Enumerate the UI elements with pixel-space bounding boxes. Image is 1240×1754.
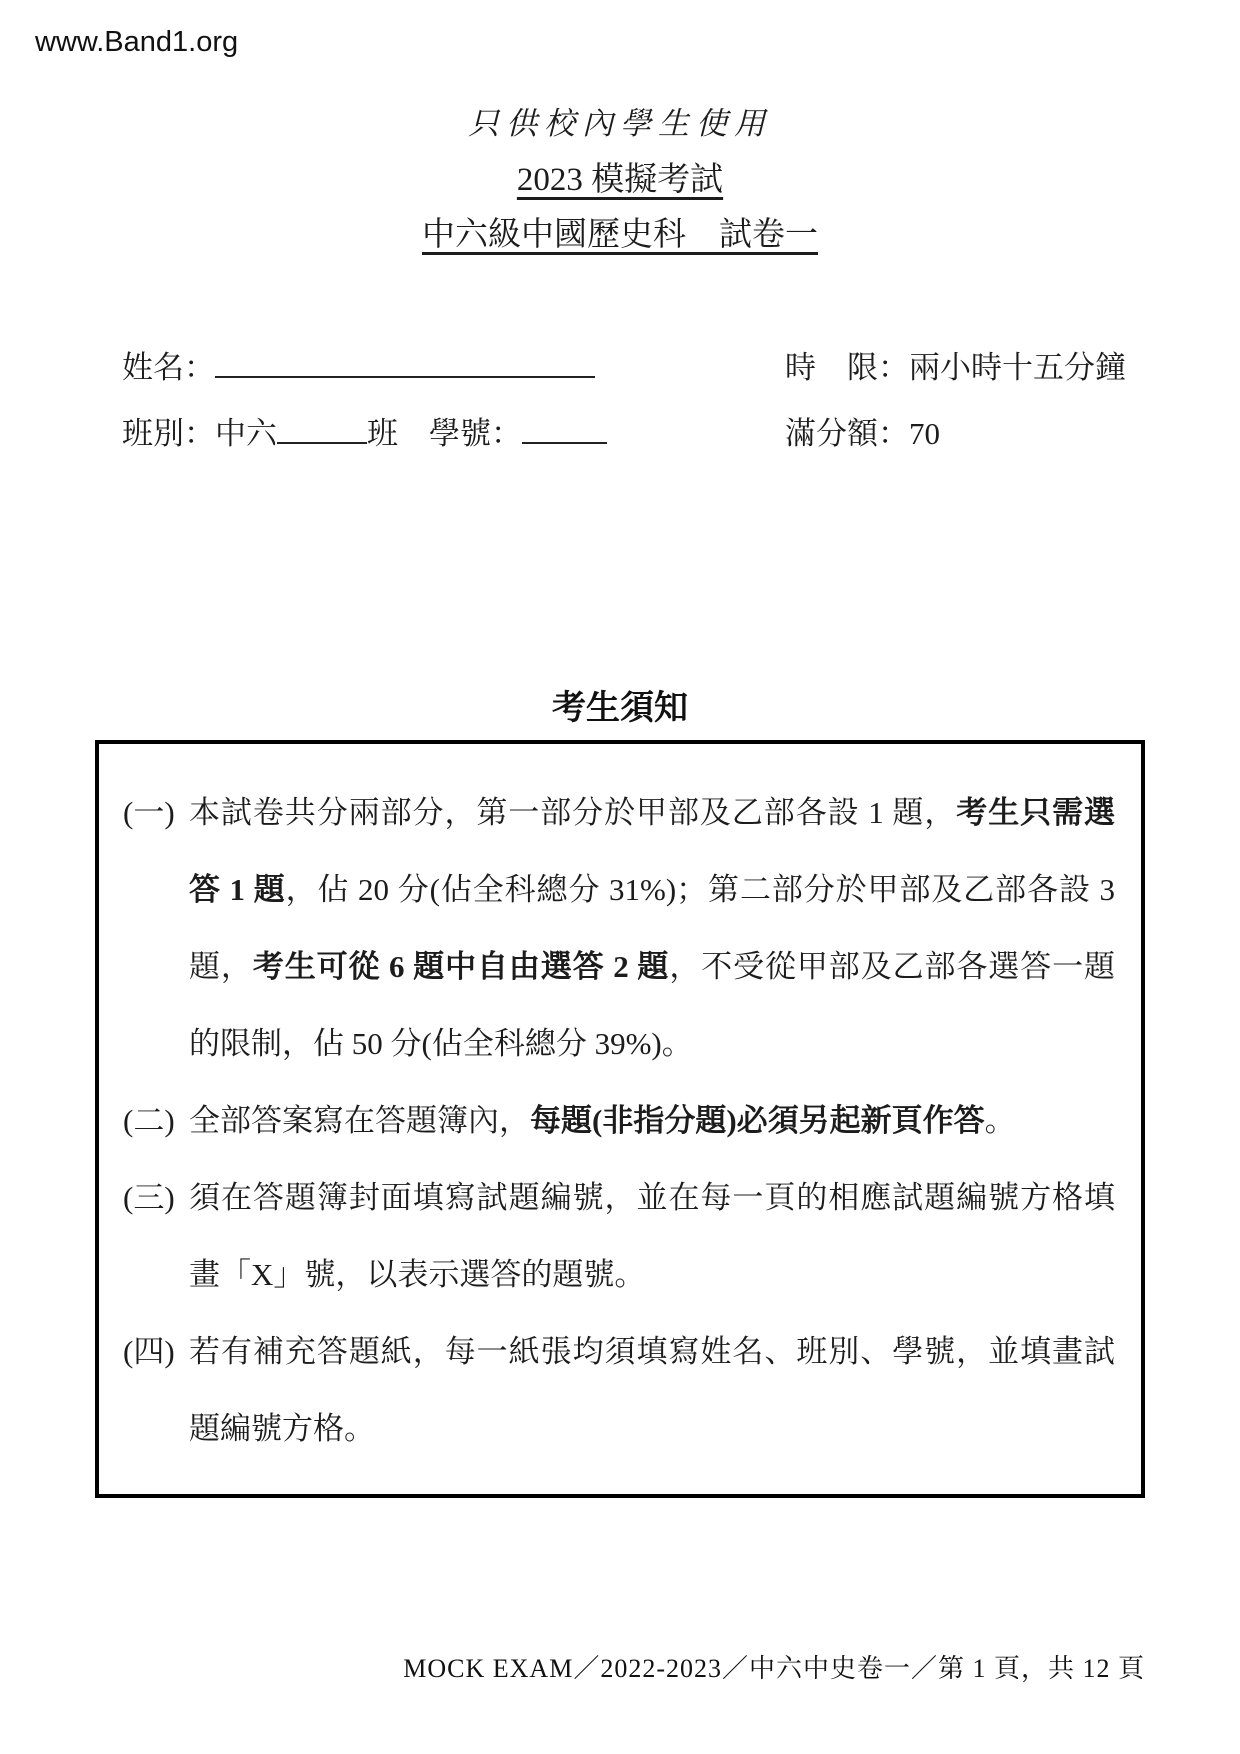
note-segment: ，不受從甲部及乙部各選答一題的限制，佔 50 分(佔全科總分 39%)。 bbox=[189, 949, 1116, 1061]
note-segment: 本試卷共分兩部分，第一部分於甲部及乙部各設 1 題， bbox=[189, 795, 957, 830]
page-footer: MOCK EXAM／2022-2023／中六中史卷一／第 1 頁，共 12 頁 bbox=[403, 1654, 1145, 1683]
watermark-url: www.Band1.org bbox=[35, 26, 239, 58]
notes-heading: 考生須知 bbox=[552, 689, 688, 727]
note-number: (四) bbox=[123, 1334, 175, 1369]
exam-subtitle bbox=[0, 208, 1240, 255]
name-row bbox=[122, 342, 595, 387]
note-number: (一) bbox=[123, 795, 175, 830]
class-label: 班別：中六 bbox=[122, 416, 277, 451]
note-number: (三) bbox=[123, 1180, 175, 1215]
internal-use-notice: 只供校內學生使用 bbox=[468, 106, 772, 141]
note-item-3 bbox=[123, 1159, 1115, 1313]
note-segment: 全部答案寫在答題簿內， bbox=[189, 1103, 530, 1138]
note-text bbox=[189, 1313, 1115, 1467]
candidate-notes-box bbox=[95, 740, 1145, 1498]
name-label: 姓名： bbox=[122, 350, 215, 385]
class-suffix-label: 班 學號： bbox=[367, 416, 522, 451]
note-segment-bold: 考生可從 6 題中自由選答 2 題 bbox=[252, 949, 670, 984]
note-item-4 bbox=[123, 1313, 1115, 1467]
exam-subtitle-text: 中六級中國歷史科 試卷一 bbox=[422, 217, 818, 253]
note-text bbox=[189, 774, 1115, 1082]
class-row bbox=[122, 408, 607, 453]
note-segment: 須在答題簿封面填寫試題編號，並在每一頁的相應試題編號方格填畫「X」號，以表示選答的題號。 bbox=[189, 1180, 1115, 1292]
note-item-2 bbox=[123, 1082, 1115, 1159]
note-item-1 bbox=[123, 774, 1115, 1082]
note-text bbox=[189, 1159, 1115, 1313]
name-blank bbox=[215, 376, 595, 378]
note-segment: 。 bbox=[984, 1103, 1016, 1138]
time-limit: 時 限：兩小時十五分鐘 bbox=[785, 350, 1126, 385]
student-number-blank bbox=[522, 442, 607, 444]
full-marks: 滿分額：70 bbox=[785, 416, 940, 451]
note-segment: 若有補充答題紙，每一紙張均須填寫姓名、班別、學號，並填畫試題編號方格。 bbox=[189, 1334, 1115, 1446]
note-text bbox=[189, 1082, 1115, 1159]
note-segment: ，佔 20 分(佔全科總分 31%)；第二部分於甲部及乙部各設 3 題， bbox=[189, 872, 1116, 984]
exam-title bbox=[0, 153, 1240, 200]
note-segment-bold: 考生只需選答 1 題 bbox=[189, 795, 1116, 907]
class-blank bbox=[277, 442, 367, 444]
note-number: (二) bbox=[123, 1103, 175, 1138]
note-segment-bold: 每題(非指分題)必須另起新頁作答 bbox=[530, 1103, 985, 1138]
exam-title-text: 2023 模擬考試 bbox=[516, 162, 724, 198]
